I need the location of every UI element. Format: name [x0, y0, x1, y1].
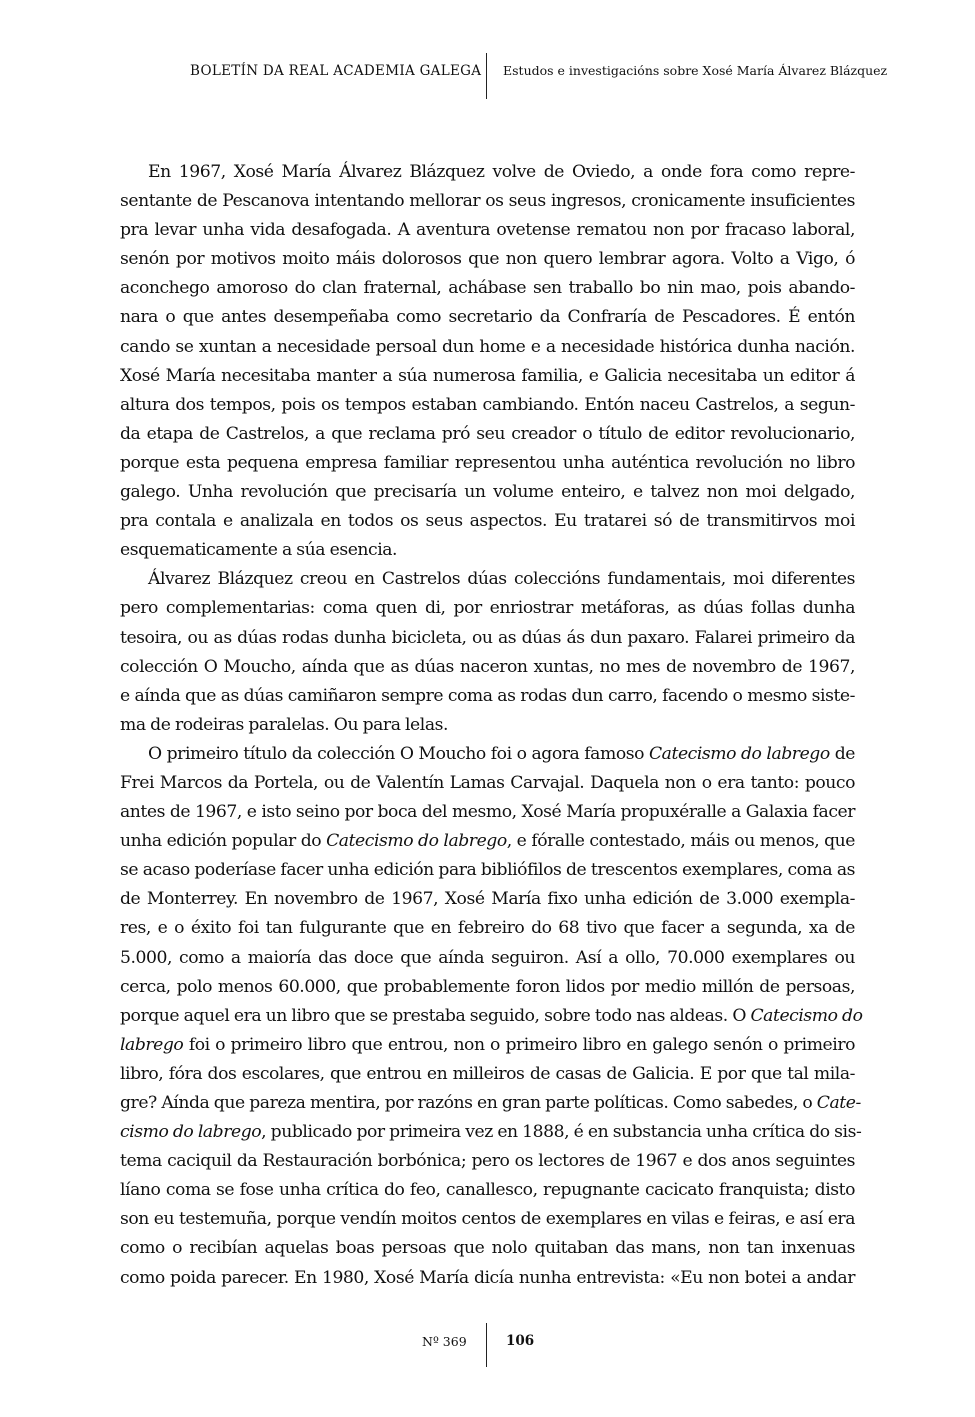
- text-line: senón por motivos moito máis dolorosos que non quero lembrar agora. Volto a Vigo, ó: [120, 249, 855, 270]
- text-line: pra contala e analizala en todos os seus aspectos. Eu tratarei só de transmitirvos moi: [120, 511, 855, 532]
- text-line: cando se xuntan a necesidade persoal dun home e a necesidade histórica dunha nación.: [120, 336, 855, 357]
- text-line: cerca, polo menos 60.000, que probablemente foron lidos por medio millón de persoas,: [120, 976, 855, 997]
- text-line: labrego foi o primeiro libro que entrou, non o primeiro libro en galego senón o primeiro: [120, 1034, 855, 1055]
- issue-number: Nº 369: [422, 1334, 467, 1349]
- text-line: colección O Moucho, aínda que as dúas naceron xuntas, no mes de novembro de 1967,: [120, 656, 855, 677]
- text-line: antes de 1967, e isto seino por boca del mesmo, Xosé María propuxéralle a Galaxia facer: [120, 802, 855, 823]
- text-line: pero complementarias: coma quen di, por enriostrar metáforas, as dúas follas dunha: [120, 598, 855, 619]
- text-line: Xosé María necesitaba manter a súa numerosa familia, e Galicia necesitaba un editor á: [120, 365, 855, 386]
- text-line: de Monterrey. En novembro de 1967, Xosé María fixo unha edición de 3.000 exempla-: [120, 889, 855, 910]
- book-title: labrego: [120, 1034, 184, 1055]
- text-line: porque esta pequena empresa familiar representou unha auténtica revolución no libro: [120, 452, 855, 473]
- text-line: libro, fóra dos escolares, que entrou en milleiros de casas de Galicia. E por que tal mila-: [120, 1063, 855, 1084]
- text-line: 5.000, como a maioría das doce que aínda seguiron. Así a ollo, 70.000 exemplares ou: [120, 947, 855, 968]
- text-line: líano coma se fose unha crítica do feo, canallesco, repugnante cacicato franquista; disto: [120, 1180, 855, 1201]
- text-line: esquematicamente a súa esencia.: [120, 540, 398, 561]
- text-line: cismo do labrego, publicado por primeira vez en 1888, é en substancia unha crítica do sis-: [120, 1122, 862, 1143]
- book-title: Catecismo do labrego: [326, 831, 507, 852]
- text-line: Álvarez Blázquez creou en Castrelos dúas coleccións fundamentais, moi diferentes: [148, 569, 855, 590]
- book-title: cismo do labrego: [120, 1122, 262, 1143]
- text-line: unha edición popular do Catecismo do labrego, e fóralle contestado, máis ou menos, que: [120, 831, 856, 852]
- text-line: nara o que antes desempeñaba como secretario da Confraría de Pescadores. É entón: [120, 307, 855, 328]
- header-divider: [486, 53, 487, 99]
- text-line: como poida parecer. En 1980, Xosé María dicía nunha entrevista: «Eu non botei a andar: [120, 1267, 855, 1288]
- text-line: altura dos tempos, pois os tempos estaban cambiando. Entón naceu Castrelos, a segun-: [120, 394, 855, 415]
- text-line: se acaso poderíase facer unha edición para bibliófilos de trescentos exemplares, coma as: [120, 860, 855, 881]
- section-title: Estudos e investigacións sobre Xosé María Álvarez Blázquez: [503, 63, 888, 78]
- text-line: e aínda que as dúas camiñaron sempre coma as rodas dun carro, facendo o mesmo siste-: [120, 685, 855, 706]
- text-line: Frei Marcos da Portela, ou de Valentín Lamas Carvajal. Daquela non o era tanto: pouco: [120, 772, 855, 793]
- text-line: tesoira, ou as dúas rodas dunha bicicleta, ou as dúas ás dun paxaro. Falarei primeiro da: [120, 627, 855, 648]
- text-line: O primeiro título da colección O Moucho foi o agora famoso Catecismo do labrego de: [148, 743, 856, 764]
- text-line: galego. Unha revolución que precisaría un volume enteiro, e talvez non moi delgado,: [120, 482, 855, 503]
- footer-divider: [486, 1323, 487, 1367]
- article-body: [120, 158, 863, 1293]
- text-line: tema caciquil da Restauración borbónica; pero os lectores de 1967 e dos anos seguintes: [120, 1151, 855, 1172]
- text-line: pra levar unha vida desafogada. A aventura ovetense rematou non por fracaso laboral,: [120, 220, 855, 241]
- text-line: sentante de Pescanova intentando mellorar os seus ingresos, cronicamente insuficientes: [120, 191, 855, 212]
- book-title: Catecismo do: [750, 1005, 863, 1026]
- text-line: ma de rodeiras paralelas. Ou para lelas.: [120, 714, 448, 735]
- book-title: Cate-: [816, 1093, 861, 1113]
- text-line: gre? Aínda que pareza mentira, por razóns en gran parte políticas. Como sabedes, o Cate-: [120, 1093, 861, 1113]
- text-line: En 1967, Xosé María Álvarez Blázquez volve de Oviedo, a onde fora como repre-: [148, 162, 855, 182]
- text-line: res, e o éxito foi tan fulgurante que en febreiro do 68 tivo que facer a segunda, xa de: [120, 918, 855, 939]
- text-line: como o recibían aquelas boas persoas que nolo quitaban das mans, non tan inxenuas: [120, 1238, 855, 1259]
- text-line: da etapa de Castrelos, a que reclama pró seu creador o título de editor revolucionario,: [120, 423, 855, 444]
- journal-title: BOLETÍN DA REAL ACADEMIA GALEGA: [190, 63, 482, 79]
- page-number: 106: [506, 1333, 535, 1349]
- text-line: aconchego amoroso do clan fraternal, achábase sen traballo bo nin mao, pois abando-: [120, 278, 855, 299]
- text-line: son eu testemuña, porque vendín moitos centos de exemplares en vilas e feiras, e así era: [120, 1209, 855, 1230]
- book-title: Catecismo do labrego: [648, 743, 830, 764]
- text-line: porque aquel era un libro que se prestaba seguido, sobre todo nas aldeas. O Catecismo do: [120, 1005, 863, 1026]
